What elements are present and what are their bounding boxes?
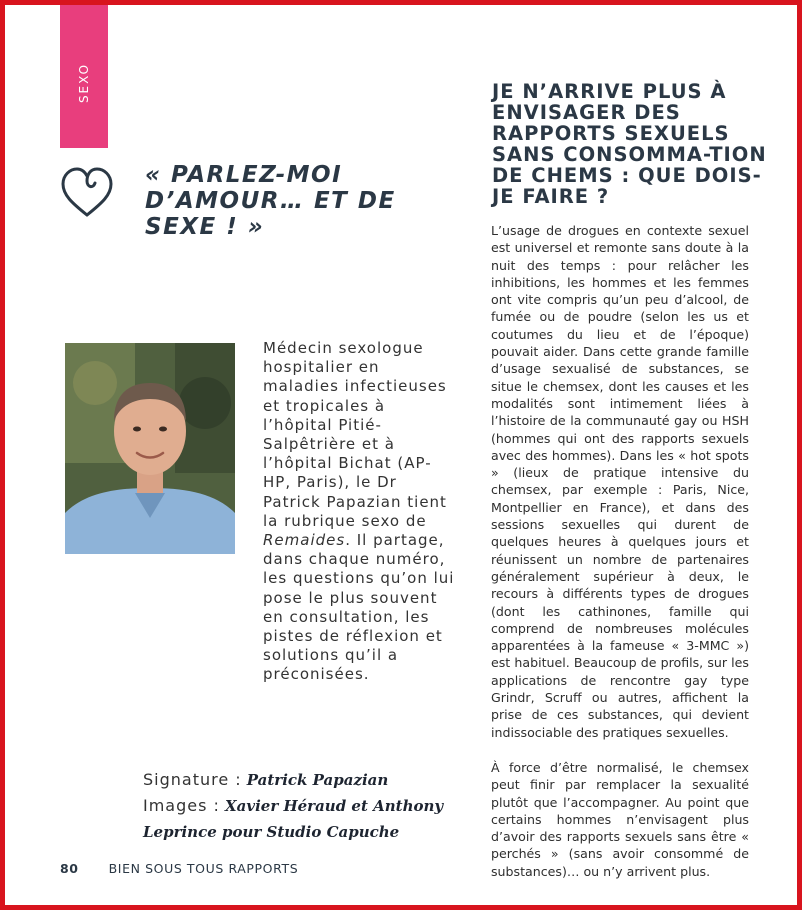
page-number: 80 [60,861,79,876]
article-heading: JE N’ARRIVE PLUS À ENVISAGER DES RAPPORTS SEXUELS SANS CONSOMMA-TION DE CHEMS : QUE DOIS-JE FAIRE ? [492,80,767,208]
footer-section: BIEN SOUS TOUS RAPPORTS [108,861,299,876]
page-footer [60,861,298,876]
images-credit: Xavier Héraud et Anthony Leprince pour Studio Capuche [143,797,444,841]
heart-icon [60,165,114,221]
signature-name: Patrick Papazian [246,771,389,789]
images-label: Images : [143,796,220,815]
magazine-name: Remaides [263,531,346,550]
credits [143,767,463,845]
article-paragraph: À force d’être normalisé, le chemsex peut finir par remplacer la sexualité plutôt que l’accompagner. Au point que certains hommes n’envisagent plus d’avoir des rapports sexuels sans être « perchés » (sans avoir consommé de substances)… ou n’y arrivent plus. [491,759,749,879]
author-photo [65,343,235,554]
bio-text-after: . Il partage, dans chaque numéro, les questions qu’on lui pose le plus souvent en consultation, les pistes de réflexion et solutions qu’il a préconisées. [263,531,455,684]
section-tab-label: SEXO [77,62,91,104]
author-bio [263,339,459,685]
bio-text-before: Médecin sexologue hospitalier en maladies infectieuses et tropicales à l’hôpital Pitié-Salpêtrière et à l’hôpital Bichat (AP-HP, Paris), le Dr Patrick Papazian tient la rubrique sexo de [263,339,447,530]
column-title: « PARLEZ-MOI D’AMOUR… ET DE SEXE ! » [145,162,396,240]
article-paragraph: L’usage de drogues en contexte sexuel est universel et remonte sans doute à la nuit des temps : pour relâcher les inhibitions, les hommes et les femmes ont vite compris qu’un peu d’alcool, de fumée ou de poudre (selon les us et coutumes du lieu et de l’époque) pouvait aider. Dans cette grande famille d’usage sexualisé de substances, se situe le chemsex, dont les causes et les modalités sont intimement liées à l’histoire de la communauté gay ou HSH (hommes qui ont des rapports sexuels avec des hommes). Dans les « hot spots » (lieux de pratique intensive du chemsex, par exemple : Paris, Nice, Montpellier en France), et dans des sessions sexuelles qui durent de quelques heures à quelques jours et réunissent un nombre de partenaires généralement supérieur à deux, le recours à différents types de drogues (dont les cathinones, famille qui comprend de nombreuses molécules apparentées à la fameuse « 3-MMC ») est habituel. Beaucoup de profils, sur les applications de rencontre gay type Grindr, Scruff ou autres, affichent la prise de ces substances, qui devient indissociable des pratiques sexuelles. [491,223,749,740]
signature-label: Signature : [143,770,242,789]
section-tab [60,5,108,148]
article-body [491,222,749,898]
